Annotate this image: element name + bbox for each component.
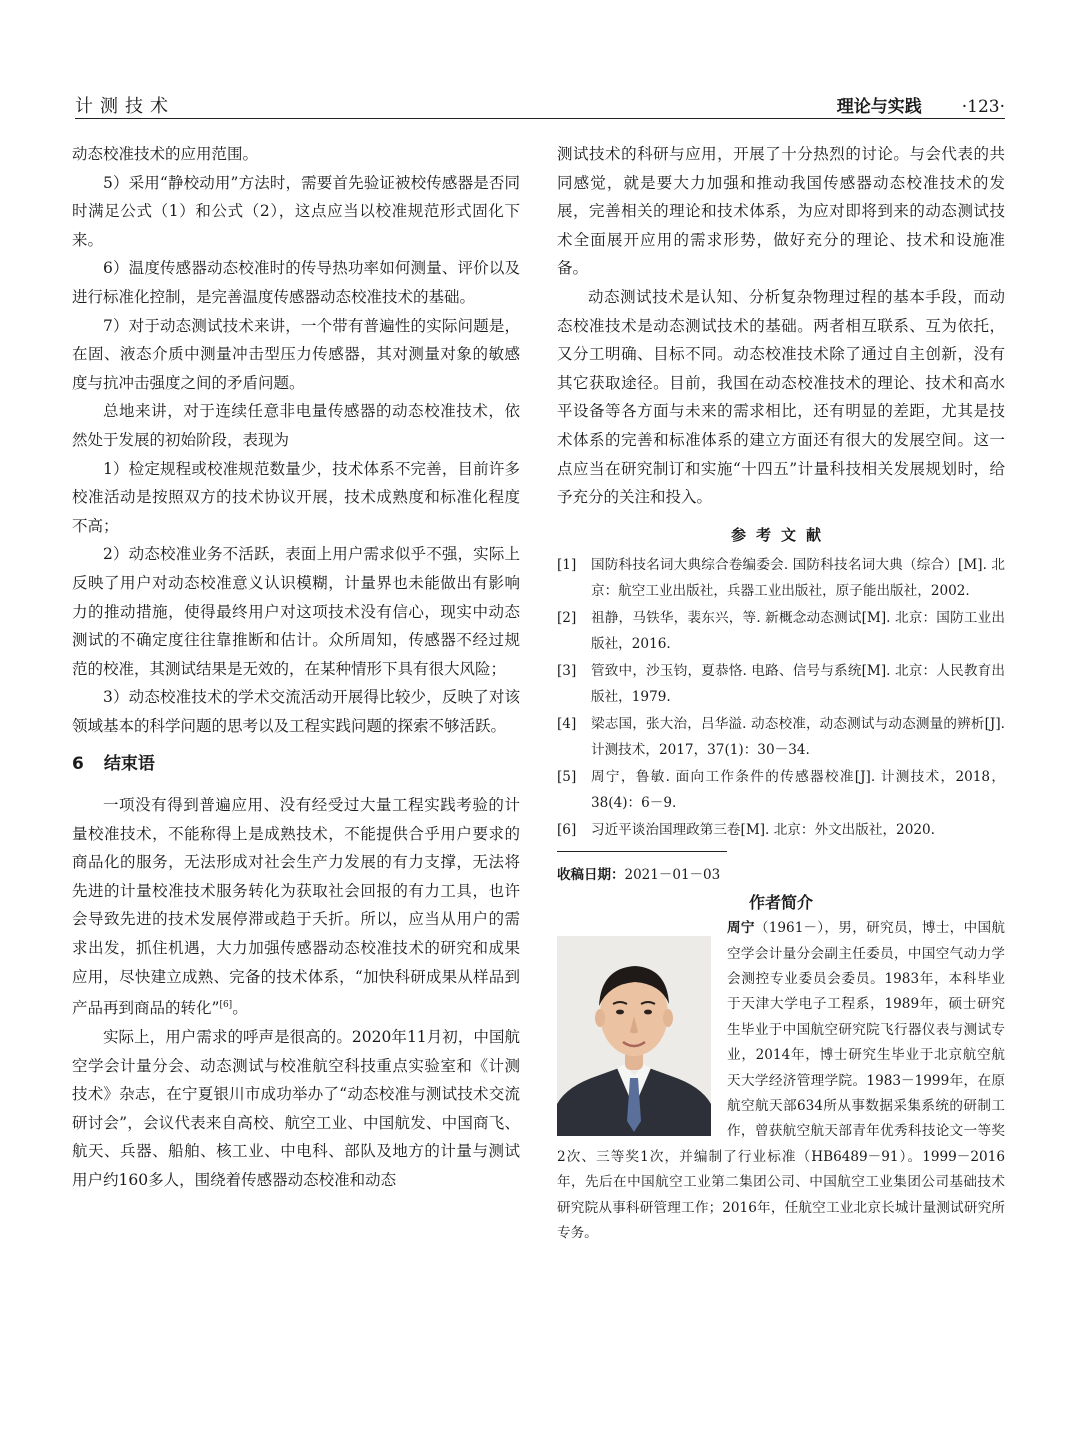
references-title: 参考文献 (730, 525, 831, 544)
reference-item (557, 711, 1005, 764)
reference-text: 习近平谈治国理政第三卷[M]. 北京：外文出版社，2020. (591, 821, 935, 838)
paragraph-end: 。 (232, 999, 248, 1018)
right-column (557, 140, 1005, 1247)
author-photo (557, 936, 711, 1136)
paragraph: 7）对于动态测试技术来讲，一个带有普遍性的实际问题是，在固、液态介质中测量冲击型压力传感器，其对测量对象的敏感度与抗冲击强度之间的矛盾问题。 (72, 316, 520, 392)
paragraph: 6）温度传感器动态校准时的传导热功率如何测量、评价以及进行标准化控制，是完善温度传感器动态校准技术的基础。 (72, 259, 520, 306)
reference-number: [6] (557, 821, 577, 838)
paragraph (72, 791, 520, 1023)
divider (557, 851, 727, 852)
reference-number: [5] (557, 768, 577, 785)
reference-number: [4] (557, 715, 577, 732)
paragraph: 测试技术的科研与应用，开展了十分热烈的讨论。与会代表的共同感觉，就是要大力加强和推动我国传感器动态校准技术的发展，完善相关的理论和技术体系，为应对即将到来的动态测试技术全面展开应用的需求形势，做好充分的理论、技术和设施准备。 (557, 145, 1005, 278)
reference-item (557, 658, 1005, 711)
paragraph: 动态校准技术的应用范围。 (72, 145, 259, 163)
reference-text: 国防科技名词大典综合卷编委会. 国防科技名词大典（综合）[M]. 北京：航空工业出版社，兵器工业出版社，原子能出版社，2002. (591, 556, 1005, 600)
header-right (837, 92, 1005, 117)
paragraph: 总地来讲，对于连续任意非电量传感器的动态校准技术，依然处于发展的初始阶段，表现为 (72, 402, 520, 449)
reference-item (557, 817, 1005, 844)
citation[interactable]: [6] (219, 1000, 233, 1011)
received-date: 2021－01－03 (624, 867, 721, 884)
author-section-title: 作者简介 (748, 893, 813, 913)
section-heading (72, 750, 520, 779)
page-number: ·123· (961, 97, 1005, 117)
reference-number: [2] (557, 609, 577, 626)
paragraph: 1）检定规程或校准规范数量少，技术体系不完善，目前许多校准活动是按照双方的技术协议开展，技术成熟度和标准化程度不高； (72, 459, 520, 535)
page-header (75, 92, 1005, 119)
paragraph-text: 一项没有得到普遍应用、没有经受过大量工程实践考验的计量校准技术，不能称得上是成熟技术，不能提供合乎用户要求的商品化的服务，无法形成对社会生产力发展的有力支撑，无法将先进的计量校准技术服务转化为获取社会回报的有力工具，也许会导致先进的技术发展停滞或趋于夭折。所以，应当从用户的需求出发，抓住机遇，大力加强传感器动态校准技术的研究和成果应用，尽快建立成熟、完备的技术体系，“加快科研成果从样品到产品再到商品的转化” (72, 796, 520, 1018)
section-number: 6 (72, 754, 84, 775)
author-bio (557, 916, 1005, 1246)
paragraph: 5）采用“静校动用”方法时，需要首先验证被校传感器是否同时满足公式（1）和公式（2），这点应当以校准规范形式固化下来。 (72, 173, 520, 249)
section-title: 结束语 (103, 754, 155, 775)
paragraph: 实际上，用户需求的呼声是很高的。2020年11月初，中国航空学会计量分会、动态测试与校准航空科技重点实验室和《计测技术》杂志，在宁夏银川市成功举办了“动态校准与测试技术交流研讨会”，会议代表来自高校、航空工业、中国航发、中国商飞、航天、兵器、船舶、核工业、中电科、部队及地方的计量与测试用户约160多人，围绕着传感器动态校准和动态 (72, 1027, 520, 1189)
reference-text: 梁志国，张大治，吕华溢. 动态校准，动态测试与动态测量的辨析[J]. 计测技术，2017，37(1)：30－34. (591, 715, 1005, 759)
reference-text: 祖静，马铁华，裴东兴，等. 新概念动态测试[M]. 北京：国防工业出版社，2016. (591, 609, 1005, 653)
reference-text: 管致中，沙玉钧，夏恭恪. 电路、信号与系统[M]. 北京：人民教育出版社，1979. (591, 662, 1005, 706)
received-date-line (557, 862, 1005, 888)
reference-item (557, 552, 1005, 605)
reference-item (557, 764, 1005, 817)
reference-number: [1] (557, 556, 577, 573)
section-name: 理论与实践 (836, 97, 922, 117)
reference-text: 周宁，鲁敏. 面向工作条件的传感器校准[J]. 计测技术，2018，38(4)：6－9. (591, 768, 1005, 812)
paragraph: 动态测试技术是认知、分析复杂物理过程的基本手段，而动态校准技术是动态测试技术的基础。两者相互联系、互为依托，又分工明确、目标不同。动态校准技术除了通过自主创新，没有其它获取途径。目前，我国在动态校准技术的理论、技术和高水平设备等各方面与未来的需求相比，还有明显的差距，尤其是技术体系的完善和标准体系的建立方面还有很大的发展空间。这一点应当在研究制订和实施“十四五”计量科技相关发展规划时，给予充分的关注和投入。 (557, 287, 1005, 507)
received-label: 收稿日期： (557, 867, 625, 884)
journal-name: 计测技术 (75, 96, 175, 117)
author-name: 周宁 (727, 920, 755, 937)
paragraph: 3）动态校准技术的学术交流活动开展得比较少，反映了对该领域基本的科学问题的思考以及工程实践问题的探索不够活跃。 (72, 688, 520, 735)
reference-number: [3] (557, 662, 577, 679)
left-column (72, 140, 520, 1195)
author-bio-text: （1961－），男，研究员，博士，中国航空学会计量分会副主任委员，中国空气动力学会测控专业委员会委员。1983年，本科毕业于天津大学电子工程系，1989年，硕士研究生毕业于中国航空研究院飞行器仪表与测试专业，2014年，博士研究生毕业于北京航空航天大学经济管理学院。1983－1999年，在原航空航天部634所从事数据采集系统的研制工作，曾获航空航天部青年优秀科技论文一等奖2次、三等奖1次，并编制了行业标准（HB6489－91）。1999－2016年，先后在中国航空工业第二集团公司、中国航空工业集团公司基础技术研究院从事科研管理工作；2016年，任航空工业北京长城计量测试研究所专务。 (557, 920, 1006, 1242)
reference-list (557, 552, 1005, 844)
paragraph: 2）动态校准业务不活跃，表面上用户需求似乎不强，实际上反映了用户对动态校准意义认识模糊，计量界也未能做出有影响力的推动措施，使得最终用户对这项技术没有信心，现实中动态测试的不确定度往往靠推断和估计。众所周知，传感器不经过规范的校准，其测试结果是无效的，在某种情形下具有很大风险； (72, 545, 520, 678)
reference-item (557, 605, 1005, 658)
